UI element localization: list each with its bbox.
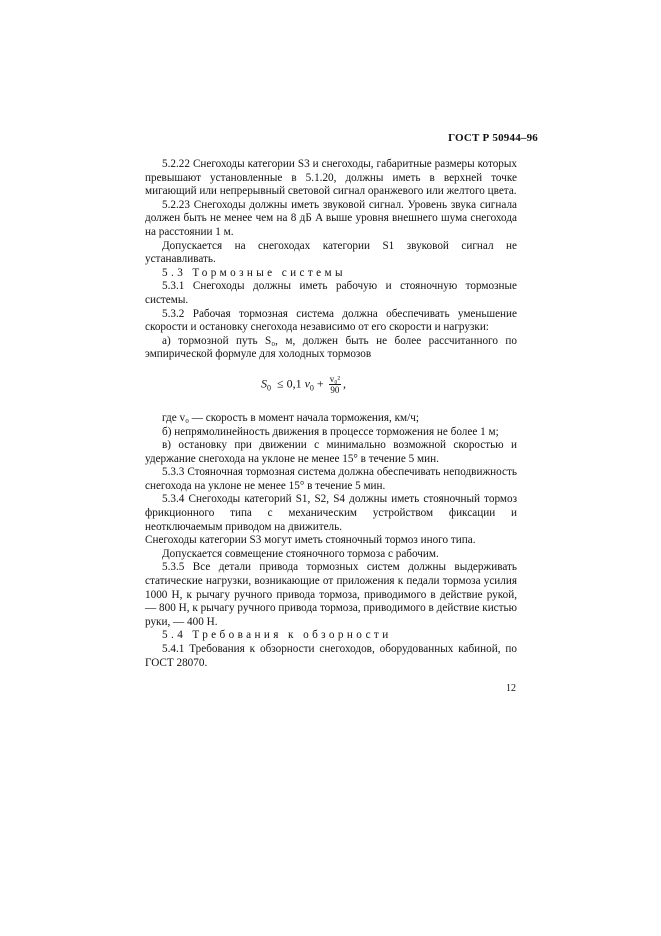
paragraph-5-2-22: 5.2.22 Снегоходы категории S3 и снегоходы, габаритные размеры которых превышают установленные в 5.1.20, должны иметь в верхней точке мигающий или непрерывный световой сигнал оранжевого или желтого цвета. [145,158,517,198]
paragraph-5-3-2: 5.3.2 Рабочая тормозная система должна обеспечивать уменьшение скорости и остановку снегохода независимо от его скорости и нагрузки: [145,307,517,334]
paragraph-item-b: б) непрямолинейность движения в процессе торможения не более 1 м; [162,425,499,438]
formula-var: v [304,376,310,391]
paragraph-5-3-3: 5.3.3 Стояночная тормозная система должна обеспечивать неподвижность снегохода на уклоне не менее 15° в течение 5 мин. [145,466,517,492]
paragraph-5-3-1: 5.3.1 Снегоходы должны иметь рабочую и стояночную тормозные системы. [145,280,517,306]
formula-relation: ≤ 0,1 [277,376,302,391]
formula-lhs: S [261,376,267,391]
paragraph-where: где v₀ — скорость в момент начала торможения, км/ч; [162,411,419,424]
paragraph-5-3-5: 5.3.5 Все детали привода тормозных систем должны выдерживать статические нагрузки, возникающие от приложения к педали тормоза усилия 1000 Н, к рычагу ручного привода тормоза, приводимого в действие рукой, — 800 Н, к рычагу ручного привода тормоза, приводимого в действие кистью руки, — 400 Н. [145,561,517,628]
heading-5-3: 5.3 Тормозные системы [162,266,346,279]
formula-tail: , [343,376,347,391]
formula-fraction [329,374,341,395]
document-header: ГОСТ Р 50944–96 [448,132,538,144]
formula-denominator: 90 [330,384,340,395]
heading-5-4: 5.4 Требования к обзорности [162,629,392,642]
paragraph-allow-s1: Допускается на снегоходах категории S1 звуковой сигнал не устанавливать. [145,239,517,266]
document-body [145,158,517,670]
formula-var-sub: 0 [309,383,314,393]
paragraph-5-2-23: 5.2.23 Снегоходы должны иметь звуковой сигнал. Уровень звука сигнала должен быть не менее чем на 8 дБ A выше уровня внешнего шума снегохода на расстоянии 1 м. [145,198,517,238]
paragraph-s3-parking: Снегоходы категории S3 могут иметь стояночный тормоз иного типа. [145,534,476,547]
paragraph-5-4-1: 5.4.1 Требования к обзорности снегоходов, оборудованных кабиной, по ГОСТ 28070. [145,643,517,669]
formula-lhs-sub: 0 [267,383,271,393]
formula-numerator: v₀² [329,373,341,384]
formula-plus: + [316,376,324,391]
paragraph-item-a: а) тормозной путь S₀, м, должен быть не более рассчитанного по эмпирической формуле для холодных тормозов [145,334,517,361]
paragraph-item-v: в) остановку при движении с минимально возможной скоростью и удержание снегохода на уклоне не менее 15° в течение 5 мин. [145,439,517,465]
paragraph-5-3-4: 5.3.4 Снегоходы категорий S1, S2, S4 должны иметь стояночный тормоз фрикционного типа с механическим устройством фиксации и неотключаемым приводом на движитель. [145,493,517,533]
page-number: 12 [506,683,516,694]
paragraph-combo: Допускается совмещение стояночного тормоза с рабочим. [162,547,439,560]
braking-distance-formula [145,364,517,408]
